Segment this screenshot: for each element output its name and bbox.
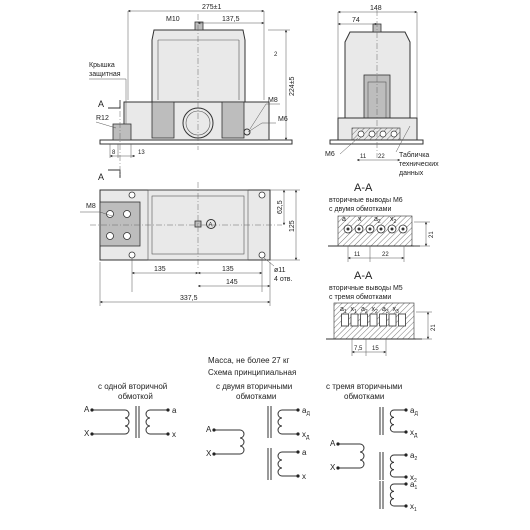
scheme-one-X: Х bbox=[84, 429, 90, 438]
sec3-terminal bbox=[351, 314, 358, 326]
scheme3-node-out bbox=[404, 475, 407, 478]
dim-8: 8 bbox=[112, 150, 116, 156]
label-plate-2: технических bbox=[399, 161, 439, 168]
section-two-caption-2: с двумя обмотками bbox=[329, 206, 392, 213]
section-arrow-bottom bbox=[108, 170, 120, 178]
scheme2-output-label: $а_Д$ bbox=[302, 406, 310, 417]
sec3-terminal-label: $x_2$ bbox=[371, 306, 378, 315]
label-m8-top: М8 bbox=[86, 203, 96, 210]
sec2-terminal-core bbox=[347, 228, 350, 231]
scheme3-node-out bbox=[404, 430, 407, 433]
side-terminal-3 bbox=[380, 131, 386, 137]
scheme1-secondary-coil bbox=[146, 410, 150, 434]
sec3-terminal bbox=[389, 314, 396, 326]
label-holes-1: ø11 bbox=[274, 267, 286, 274]
dim-11-side: 11 bbox=[360, 154, 367, 160]
front-cover bbox=[113, 124, 131, 140]
scheme-one-winding bbox=[84, 382, 177, 439]
sec3-terminal-label: $a_1$ bbox=[340, 306, 347, 315]
dim-135-left: 135 bbox=[154, 266, 166, 273]
scheme3-primary-coil bbox=[360, 444, 364, 468]
side-terminal-4 bbox=[391, 131, 397, 137]
scheme-three-X: Х bbox=[330, 463, 336, 472]
scheme-three-caption-2: обмотками bbox=[344, 392, 385, 401]
top-view bbox=[80, 182, 300, 306]
scheme-one-A: А bbox=[84, 405, 90, 414]
side-base-plate bbox=[330, 140, 423, 144]
sec3-terminal-label: $x_1$ bbox=[350, 306, 357, 315]
sec2-terminal-core bbox=[380, 228, 383, 231]
label-m6-front: М6 bbox=[278, 116, 288, 123]
label-cover-1: Крышка bbox=[89, 62, 115, 69]
top-terminal-block bbox=[100, 202, 140, 246]
top-hole-2 bbox=[129, 252, 135, 258]
label-plate-1: Табличка bbox=[399, 152, 430, 159]
scheme1-primary-coil bbox=[125, 410, 129, 434]
dim-145: 145 bbox=[226, 279, 238, 286]
front-view bbox=[89, 4, 296, 182]
mass-text: Масса, не более 27 кг bbox=[208, 356, 290, 365]
dim-148: 148 bbox=[370, 5, 382, 12]
sec2-terminal-core bbox=[369, 228, 372, 231]
dim-125: 125 bbox=[289, 220, 296, 232]
scheme-two-A: А bbox=[206, 425, 212, 434]
sec2-terminal-label: $x_2$ bbox=[390, 216, 397, 225]
scheme2-output-label: а bbox=[302, 448, 307, 457]
sec2-terminal-label: x bbox=[358, 216, 362, 223]
top-terminal-2 bbox=[124, 211, 131, 218]
sec3-terminal-label: $a_2$ bbox=[361, 306, 368, 315]
scheme-one-a: а bbox=[172, 406, 177, 415]
top-terminal-3 bbox=[107, 233, 114, 240]
top-hole-3 bbox=[259, 192, 265, 198]
sec3-terminal bbox=[399, 314, 406, 326]
top-terminal-1 bbox=[107, 211, 114, 218]
label-holes-2: 4 отв. bbox=[274, 276, 293, 283]
scheme-one-caption-1: с одной вторичной bbox=[98, 382, 168, 391]
sec3-terminal bbox=[342, 314, 349, 326]
section-arrow-top bbox=[108, 100, 120, 108]
dim-2: 2 bbox=[274, 52, 278, 58]
scheme-one-graphics bbox=[90, 406, 169, 438]
scheme3-output-label: $х_2$ bbox=[410, 473, 417, 484]
dim-22-side: 22 bbox=[378, 154, 385, 160]
front-base-plate bbox=[100, 140, 292, 144]
sec2-terminal-label: a bbox=[342, 216, 346, 223]
sec3-dim-15: 15 bbox=[372, 346, 379, 352]
sec3-dim-7-5: 7,5 bbox=[354, 346, 363, 352]
scheme3-output-label: $а_1$ bbox=[410, 480, 418, 491]
sec2-terminal-core bbox=[402, 228, 405, 231]
scheme2-node-out bbox=[296, 432, 299, 435]
side-terminal-2 bbox=[369, 131, 375, 137]
scheme2-primary-coil bbox=[240, 430, 244, 454]
dim-135-mid: 135 bbox=[222, 266, 234, 273]
label-plate-3: данных bbox=[399, 170, 424, 177]
sec3-terminal-label: $x_3$ bbox=[392, 306, 399, 315]
scheme2-secondary-coil bbox=[278, 410, 282, 434]
section-two-caption-1: вторичные выводы М6 bbox=[329, 197, 403, 204]
section-three-caption-2: с тремя обмотками bbox=[329, 294, 392, 301]
scheme3-node-out bbox=[404, 453, 407, 456]
scheme3-output-label: $х_Д$ bbox=[410, 428, 418, 439]
scheme2-output-label: х bbox=[302, 472, 306, 481]
scheme2-node-out bbox=[296, 450, 299, 453]
sec2-dim-21: 21 bbox=[429, 231, 435, 238]
dim-74: 74 bbox=[352, 17, 360, 24]
sec3-terminal bbox=[361, 314, 368, 326]
scheme-one-x: х bbox=[172, 430, 176, 439]
side-view bbox=[325, 5, 439, 177]
section-mark-top: А bbox=[98, 99, 105, 109]
front-leg-left bbox=[152, 102, 174, 138]
scheme2-node-out bbox=[296, 408, 299, 411]
dim-137-5: 137,5 bbox=[222, 16, 240, 23]
label-r12: R12 bbox=[96, 115, 109, 122]
scheme2-node-out bbox=[296, 474, 299, 477]
scheme-three-graphics bbox=[336, 406, 418, 513]
section-three-title: А-А bbox=[354, 270, 373, 282]
scheme-two-caption-1: с двумя вторичными bbox=[216, 382, 293, 391]
scheme3-node-A bbox=[336, 442, 339, 445]
side-terminal-1 bbox=[358, 131, 364, 137]
top-hole-4 bbox=[259, 252, 265, 258]
top-hole-1 bbox=[129, 192, 135, 198]
scheme2-secondary-coil bbox=[278, 452, 282, 476]
sec2-dim-22: 22 bbox=[382, 252, 389, 258]
schemes-title: Схема принципиальная bbox=[208, 368, 297, 377]
dim-275: 275±1 bbox=[202, 4, 222, 11]
scheme-two-X: Х bbox=[206, 449, 212, 458]
sec3-terminal bbox=[370, 314, 377, 326]
scheme3-output-label: $х_1$ bbox=[410, 502, 417, 513]
scheme3-node-out bbox=[404, 482, 407, 485]
scheme-three-caption-1: с тремя вторичными bbox=[326, 382, 403, 391]
sec2-terminal-core bbox=[358, 228, 361, 231]
dim-224: 224±5 bbox=[289, 76, 296, 96]
front-body-top bbox=[152, 30, 245, 102]
section-two-title: А-А bbox=[354, 182, 373, 194]
sec2-terminal-core bbox=[391, 228, 394, 231]
dim-337-5: 337,5 bbox=[180, 295, 198, 302]
sec2-dim-11: 11 bbox=[354, 252, 361, 258]
label-cover-2: защитная bbox=[89, 71, 121, 78]
scheme2-node-X bbox=[212, 452, 215, 455]
scheme-two-windings bbox=[206, 382, 310, 481]
section-three-caption-1: вторичные выводы М5 bbox=[329, 285, 403, 292]
section-three-windings bbox=[326, 270, 437, 356]
scheme2-node-A bbox=[212, 428, 215, 431]
scheme3-node-out bbox=[404, 504, 407, 507]
scheme3-secondary-coil bbox=[390, 484, 394, 506]
section-mark-bottom: А bbox=[98, 172, 105, 182]
front-leg-right bbox=[222, 102, 244, 138]
dim-13: 13 bbox=[138, 150, 145, 156]
sec3-terminal bbox=[380, 314, 387, 326]
scheme1-node-a bbox=[166, 408, 169, 411]
label-m8-front: М8 bbox=[268, 97, 278, 104]
scheme3-node-out bbox=[404, 408, 407, 411]
scheme3-output-label: $а_Д$ bbox=[410, 406, 418, 417]
sec3-dim-21: 21 bbox=[431, 324, 437, 331]
scheme1-node-A bbox=[90, 408, 93, 411]
scheme-three-windings bbox=[326, 382, 418, 513]
dim-62-5: 62,5 bbox=[277, 200, 284, 214]
scheme-three-A: А bbox=[330, 439, 336, 448]
scheme3-node-X bbox=[336, 466, 339, 469]
scheme1-node-x bbox=[166, 432, 169, 435]
scheme3-secondary-coil bbox=[390, 455, 394, 477]
sec2-terminal-label: $a_2$ bbox=[374, 216, 381, 225]
scheme-one-caption-2: обмоткой bbox=[118, 392, 153, 401]
scheme-two-caption-2: обмотками bbox=[236, 392, 277, 401]
scheme1-node-X bbox=[90, 432, 93, 435]
label-m6-side: М6 bbox=[325, 151, 335, 158]
label-m10: М10 bbox=[166, 16, 180, 23]
top-terminal-4 bbox=[124, 233, 131, 240]
top-circle-label: А bbox=[208, 222, 213, 229]
scheme-two-graphics bbox=[212, 406, 310, 481]
sec3-terminal-label: $a_3$ bbox=[382, 306, 389, 315]
scheme3-output-label: $а_2$ bbox=[410, 451, 418, 462]
scheme3-secondary-coil bbox=[390, 410, 394, 432]
scheme2-output-label: $х_Д$ bbox=[302, 430, 310, 441]
section-two-windings bbox=[328, 182, 435, 262]
